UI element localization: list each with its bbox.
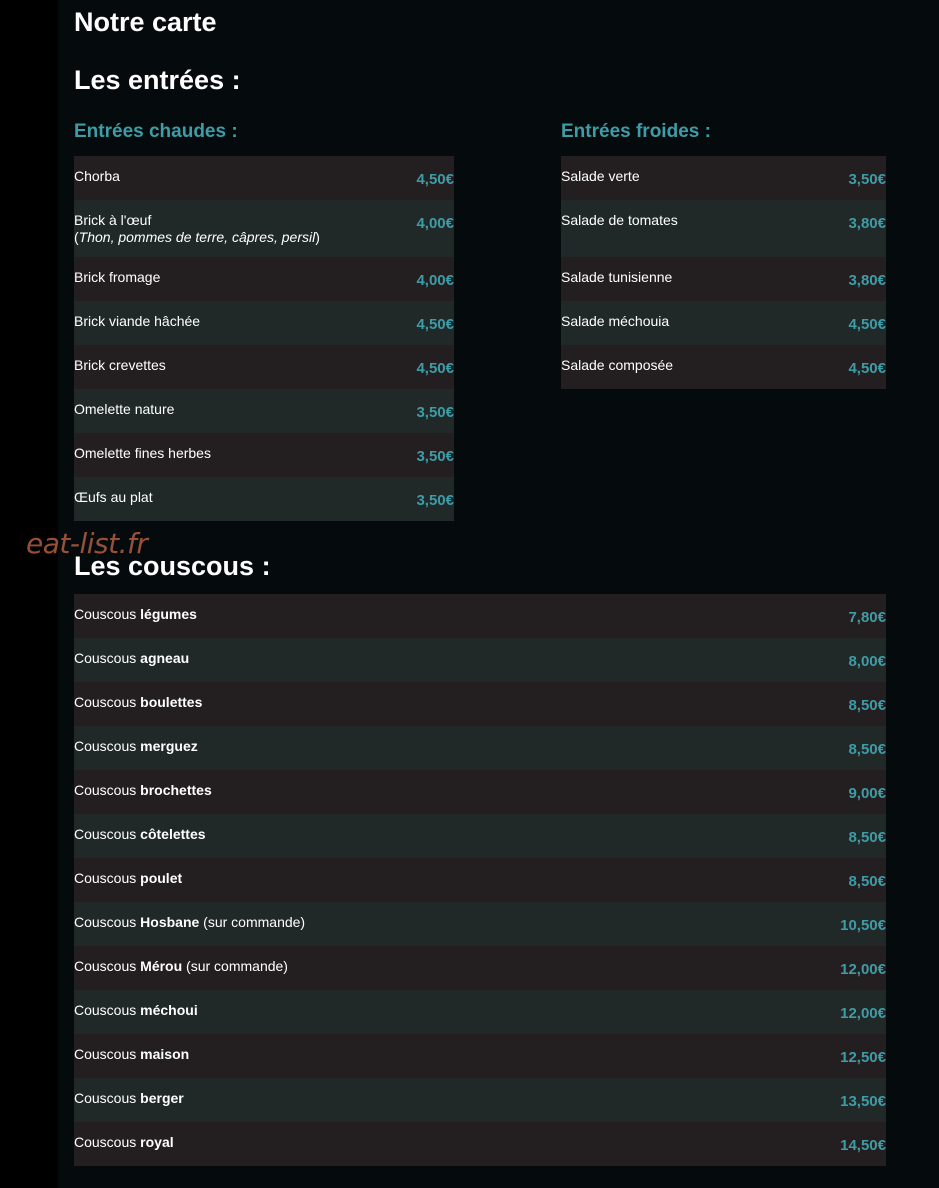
menu-row <box>74 433 454 477</box>
item-variant: Hosbane <box>140 914 200 930</box>
table-entrees-chaudes <box>74 156 454 521</box>
menu-row <box>74 814 886 858</box>
page-title: Notre carte <box>74 7 217 37</box>
item-name <box>74 1046 189 1063</box>
item-prefix: Couscous <box>74 694 141 710</box>
item-description <box>74 229 320 246</box>
item-name <box>74 694 202 711</box>
item-prefix: Couscous <box>74 606 141 622</box>
item-prefix: Couscous <box>74 782 141 798</box>
item-name: Salade tunisienne <box>561 269 673 285</box>
item-prefix: Couscous <box>74 1134 141 1150</box>
item-variant: merguez <box>140 738 198 754</box>
item-variant: poulet <box>140 870 183 886</box>
item-prefix: Couscous <box>74 1090 141 1106</box>
item-price: 13,50€ <box>840 1093 886 1110</box>
item-prefix: Couscous <box>74 870 141 886</box>
item-name <box>74 1090 184 1107</box>
item-price: 12,00€ <box>840 961 886 978</box>
item-price: 10,50€ <box>840 917 886 934</box>
item-name <box>74 1134 174 1151</box>
item-prefix: Couscous <box>74 1046 141 1062</box>
item-prefix: Couscous <box>74 1002 141 1018</box>
item-name: Omelette nature <box>74 401 175 417</box>
menu-row <box>74 345 454 389</box>
item-price: 4,50€ <box>848 360 886 377</box>
menu-row <box>74 946 886 990</box>
item-name: Œufs au plat <box>74 489 153 505</box>
item-price: 3,50€ <box>416 404 454 421</box>
item-variant: royal <box>140 1134 174 1150</box>
watermark: eat-list.fr <box>26 527 148 560</box>
item-prefix: Couscous <box>74 914 141 930</box>
description-close-paren: ) <box>315 229 320 245</box>
item-name: Brick crevettes <box>74 357 166 373</box>
item-name: Salade composée <box>561 357 674 373</box>
item-price: 3,50€ <box>416 448 454 465</box>
item-price: 7,80€ <box>848 609 886 626</box>
menu-row <box>74 200 454 257</box>
menu-row <box>74 682 886 726</box>
item-price: 4,50€ <box>416 171 454 188</box>
menu-row <box>561 257 886 301</box>
menu-row <box>74 858 886 902</box>
item-price: 3,50€ <box>416 492 454 509</box>
item-name: Brick à l'œuf <box>74 212 152 228</box>
item-variant: maison <box>140 1046 190 1062</box>
item-name: Salade verte <box>561 168 640 184</box>
item-price: 4,00€ <box>416 272 454 289</box>
item-price: 9,00€ <box>848 785 886 802</box>
item-variant: boulettes <box>140 694 203 710</box>
item-price: 12,50€ <box>840 1049 886 1066</box>
menu-row <box>74 477 454 521</box>
menu-row <box>74 902 886 946</box>
item-variant: berger <box>140 1090 184 1106</box>
description-text: Thon, pommes de terre, câpres, persil <box>78 229 316 245</box>
menu-row <box>561 200 886 257</box>
item-text <box>74 212 320 246</box>
item-name <box>74 826 206 843</box>
item-price: 4,50€ <box>416 360 454 377</box>
item-price: 4,00€ <box>416 215 454 232</box>
item-price: 8,50€ <box>848 829 886 846</box>
item-price: 3,80€ <box>848 272 886 289</box>
menu-row <box>74 594 886 638</box>
item-name: Salade méchouia <box>561 313 670 329</box>
item-name <box>74 738 198 755</box>
item-name <box>74 870 182 887</box>
item-variant: méchoui <box>140 1002 198 1018</box>
item-name <box>74 606 197 623</box>
menu-row <box>74 156 454 200</box>
section-title-couscous: Les couscous : <box>74 551 271 581</box>
item-name <box>74 650 189 667</box>
menu-row <box>561 156 886 200</box>
menu-row <box>74 389 454 433</box>
menu-row <box>74 638 886 682</box>
item-name <box>74 1002 198 1019</box>
item-prefix: Couscous <box>74 650 141 666</box>
subtitle-entrees-froides: Entrées froides : <box>561 121 711 142</box>
item-name: Brick viande hâchée <box>74 313 201 329</box>
item-name <box>74 914 305 931</box>
section-title-entrees: Les entrées : <box>74 65 241 95</box>
menu-row <box>561 301 886 345</box>
menu-row <box>74 301 454 345</box>
item-name <box>74 782 212 799</box>
menu-row <box>74 1122 886 1166</box>
item-variant: Mérou <box>140 958 183 974</box>
subtitle-entrees-chaudes: Entrées chaudes : <box>74 121 238 142</box>
item-price: 4,50€ <box>848 316 886 333</box>
menu-row <box>74 257 454 301</box>
description-open-paren: ( <box>74 229 79 245</box>
item-price: 3,80€ <box>848 215 886 232</box>
menu-row <box>74 770 886 814</box>
item-name: Omelette fines herbes <box>74 445 211 461</box>
item-variant: légumes <box>140 606 197 622</box>
item-price: 4,50€ <box>416 316 454 333</box>
item-variant: côtelettes <box>140 826 206 842</box>
item-prefix: Couscous <box>74 958 141 974</box>
item-suffix: (sur commande) <box>199 914 306 930</box>
item-price: 8,50€ <box>848 741 886 758</box>
item-suffix: (sur commande) <box>182 958 288 974</box>
item-name: Salade de tomates <box>561 212 678 228</box>
menu-row <box>74 1078 886 1122</box>
menu-row <box>561 345 886 389</box>
menu-row <box>74 726 886 770</box>
menu-row <box>74 1034 886 1078</box>
item-prefix: Couscous <box>74 738 141 754</box>
item-prefix: Couscous <box>74 826 141 842</box>
item-price: 14,50€ <box>840 1137 886 1154</box>
table-entrees-froides <box>561 156 886 389</box>
item-price: 8,50€ <box>848 873 886 890</box>
item-variant: brochettes <box>140 782 212 798</box>
item-price: 8,00€ <box>848 653 886 670</box>
item-price: 12,00€ <box>840 1005 886 1022</box>
item-name: Brick fromage <box>74 269 161 285</box>
item-name <box>74 958 288 975</box>
menu-row <box>74 990 886 1034</box>
item-price: 3,50€ <box>848 171 886 188</box>
item-name: Chorba <box>74 168 120 184</box>
table-couscous <box>74 594 886 1166</box>
item-price: 8,50€ <box>848 697 886 714</box>
item-variant: agneau <box>140 650 190 666</box>
